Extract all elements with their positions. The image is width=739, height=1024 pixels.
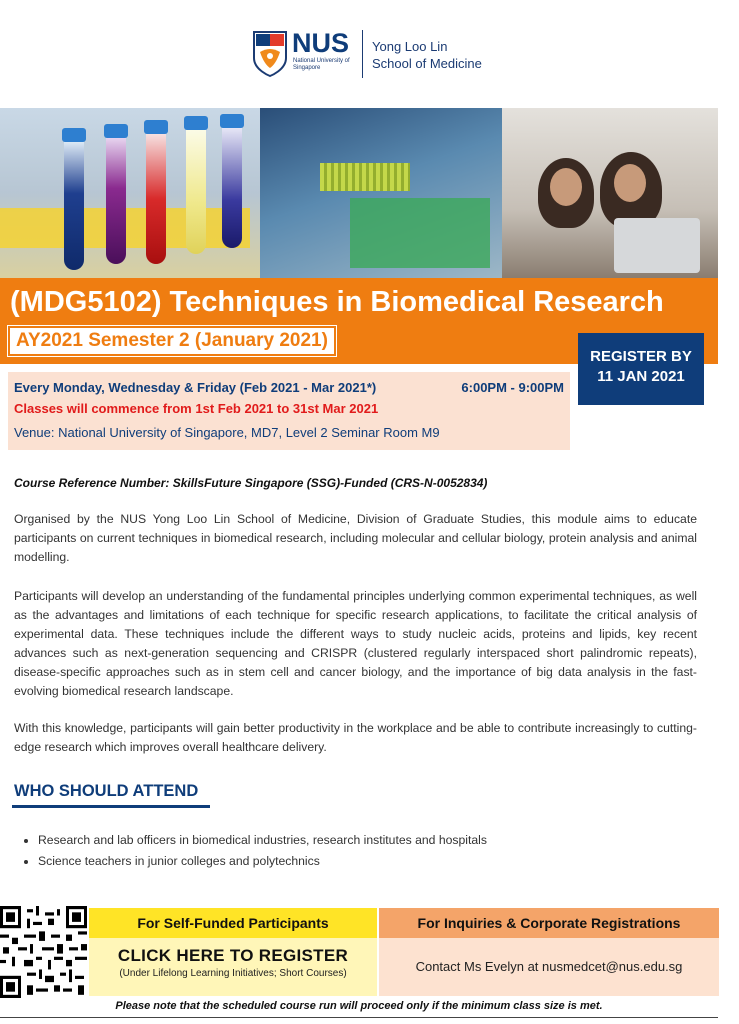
course-reference-number: Course Reference Number: SkillsFuture Singapore (SSG)-Funded (CRS-N-0052834) (14, 476, 488, 490)
laptop (614, 218, 700, 273)
students-photo (502, 108, 718, 278)
school-line2: School of Medicine (372, 56, 482, 71)
schedule-commence: Classes will commence from 1st Feb 2021 to 31st Mar 2021 (14, 401, 379, 416)
banner-photos (0, 108, 718, 278)
description-paragraph-1: Organised by the NUS Yong Loo Lin School of Medicine, Division of Graduate Studies, this module aims to educate participants on current techniques in biomedical research, including molecular and cellular biology, protein analysis and animal modelling. (14, 512, 697, 564)
nus-logo (252, 28, 512, 82)
description-paragraph-2: Participants will develop an understanding of the fundamental principles underlying common experimental techniques, as well as the advantages and limitations of each technique for specific research applications, to facilitate the critical analysis of experimental data. These techniques include the different ways to study nucleic acids, proteins and lipids, key recent advances such as next-generation sequencing and CRISPR (clustered regularly interspaced short palindromic repeats), disease-specific approaches such as in stem cell and cancer biology, and the importance of big data analysis in the fast-evolving biomedical research landscape. (14, 589, 697, 698)
school-line1: Yong Loo Lin (372, 39, 448, 54)
click-register-subtext: (Under Lifelong Learning Initiatives; Short Courses) (119, 968, 347, 979)
who-should-attend-heading: WHO SHOULD ATTEND (14, 782, 199, 800)
registration-qr-code[interactable] (0, 906, 87, 998)
click-here-to-register-link[interactable] (89, 938, 377, 996)
schedule-time: 6:00PM - 9:00PM (461, 380, 564, 395)
green-rack (350, 198, 490, 268)
register-by-badge (578, 333, 704, 405)
minimum-class-size-note: Please note that the scheduled course run will proceed only if the minimum class size is met. (115, 1000, 603, 1012)
register-by-date: 11 JAN 2021 (597, 368, 685, 385)
schedule-venue: Venue: National University of Singapore, MD7, Level 2 Seminar Room M9 (14, 425, 440, 440)
audience-list (20, 830, 487, 872)
schedule-days: Every Monday, Wednesday & Friday (Feb 2021 - Mar 2021*) (14, 380, 377, 395)
click-register-label[interactable]: CLICK HERE TO REGISTER (117, 946, 349, 965)
heading-underline (12, 805, 210, 808)
course-title: (MDG5102) Techniques in Biomedical Research (10, 286, 664, 318)
qr-code-icon (0, 906, 87, 998)
description-paragraph-3: With this knowledge, participants will gain better productivity in the workplace and be able to contribute increasingly to cutting-edge research which improves overall healthcare delivery. (14, 721, 697, 754)
nus-wordmark: NUS (292, 28, 350, 58)
logo-divider (362, 30, 363, 78)
school-name (372, 38, 482, 72)
register-by-line1: REGISTER BY (590, 348, 692, 365)
semester-label: AY2021 Semester 2 (January 2021) (8, 326, 336, 356)
lab-equipment-photo (260, 108, 502, 278)
test-tubes-photo (0, 108, 260, 278)
nus-subtext: National University of Singapore (293, 58, 350, 71)
inquiries-heading: For Inquiries & Corporate Registrations (379, 908, 719, 938)
pipette-tips (320, 163, 410, 191)
self-funded-heading: For Self-Funded Participants (89, 908, 377, 938)
bottom-divider (0, 1017, 718, 1018)
list-item: • Research and lab officers in biomedical industries, research institutes and hospitals (38, 830, 487, 851)
list-item: • Science teachers in junior colleges and polytechnics (38, 851, 487, 872)
nus-crest-icon (252, 30, 288, 78)
contact-info[interactable]: Contact Ms Evelyn at nusmedcet@nus.edu.sg (379, 938, 719, 996)
schedule-box (8, 372, 570, 450)
